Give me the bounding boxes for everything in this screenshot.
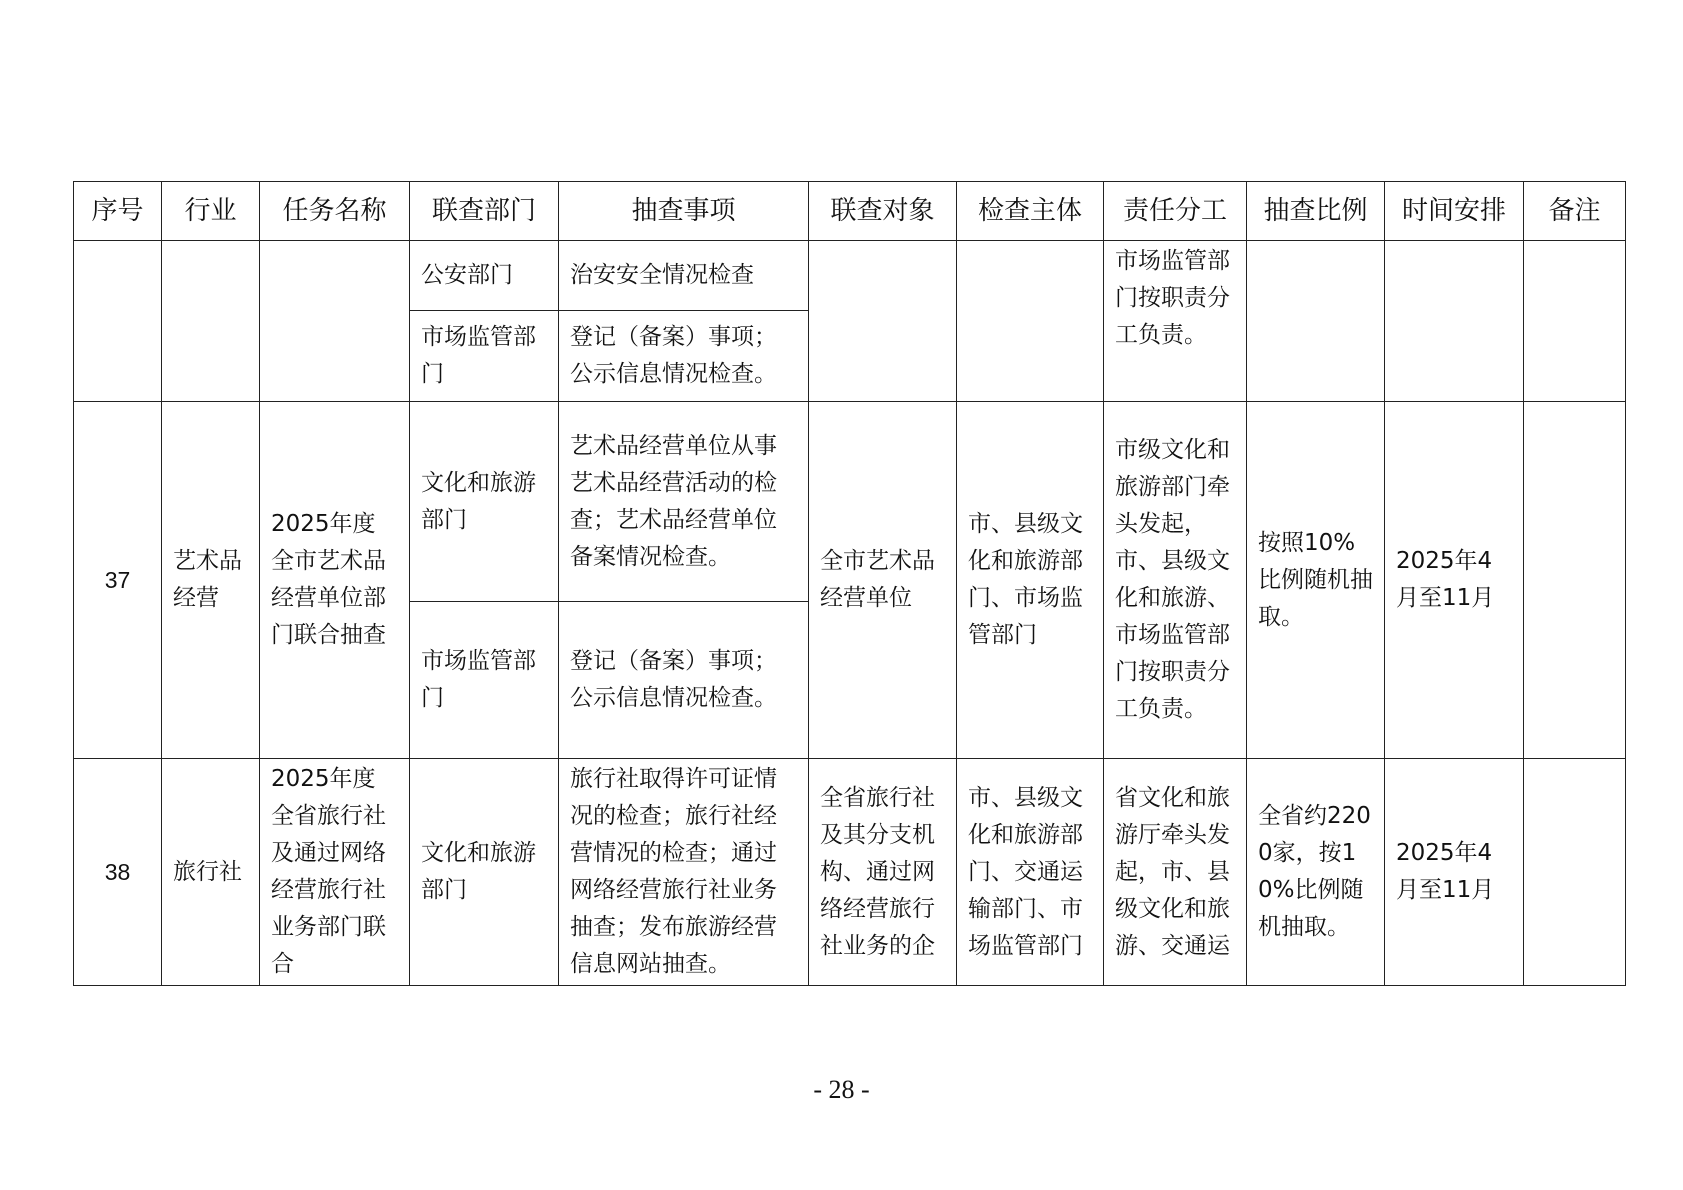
header-cell: 检查主体 [957, 182, 1104, 241]
cell-subject [957, 241, 1104, 402]
cell-note [1524, 759, 1626, 986]
cell-industry: 艺术品经营 [162, 402, 260, 759]
header-cell: 联查对象 [809, 182, 957, 241]
cell-duty: 市级文化和旅游部门牵头发起，市、县级文化和旅游、市场监管部门按职责分工负责。 [1104, 402, 1247, 759]
cell-object: 全省旅行社及其分支机构、通过网络经营旅行社业务的企 [809, 759, 957, 986]
header-cell: 备注 [1524, 182, 1626, 241]
header-cell: 责任分工 [1104, 182, 1247, 241]
cell-industry: 旅行社 [162, 759, 260, 986]
cell-no: 38 [74, 759, 162, 986]
inspection-table [73, 181, 1626, 986]
table-row [74, 241, 1626, 311]
cell-ratio: 按照10%比例随机抽取。 [1247, 402, 1385, 759]
cell-item: 登记（备案）事项；公示信息情况检查。 [559, 311, 809, 402]
header-cell: 序号 [74, 182, 162, 241]
cell-no: 37 [74, 402, 162, 759]
cell-industry [162, 241, 260, 402]
cell-dept: 市场监管部门 [410, 602, 559, 759]
cell-subject: 市、县级文化和旅游部门、交通运输部门、市场监管部门 [957, 759, 1104, 986]
cell-object [809, 241, 957, 402]
cell-time: 2025年4月至11月 [1385, 759, 1524, 986]
cell-dept: 公安部门 [410, 241, 559, 311]
cell-item: 旅行社取得许可证情况的检查；旅行社经营情况的检查；通过网络经营旅行社业务抽查；发布旅游经营信息网站抽查。 [559, 759, 809, 986]
cell-duty: 省文化和旅游厅牵头发起，市、县级文化和旅游、交通运 [1104, 759, 1247, 986]
page-number: - 28 - [813, 1075, 870, 1104]
table-row [74, 402, 1626, 602]
table-row [74, 759, 1626, 986]
cell-dept: 文化和旅游部门 [410, 759, 559, 986]
cell-subject: 市、县级文化和旅游部门、市场监管部门 [957, 402, 1104, 759]
cell-dept: 文化和旅游部门 [410, 402, 559, 602]
cell-item: 艺术品经营单位从事艺术品经营活动的检查；艺术品经营单位备案情况检查。 [559, 402, 809, 602]
cell-task: 2025年度全省旅行社及通过网络经营旅行社业务部门联合 [260, 759, 410, 986]
header-cell: 联查部门 [410, 182, 559, 241]
cell-ratio [1247, 241, 1385, 402]
cell-time: 2025年4月至11月 [1385, 402, 1524, 759]
cell-task: 2025年度全市艺术品经营单位部门联合抽查 [260, 402, 410, 759]
cell-item: 登记（备案）事项；公示信息情况检查。 [559, 602, 809, 759]
cell-note [1524, 241, 1626, 402]
header-cell: 抽查比例 [1247, 182, 1385, 241]
header-row [74, 182, 1626, 241]
header-cell: 行业 [162, 182, 260, 241]
cell-task [260, 241, 410, 402]
header-cell: 任务名称 [260, 182, 410, 241]
cell-ratio: 全省约2200家，按10%比例随机抽取。 [1247, 759, 1385, 986]
cell-note [1524, 402, 1626, 759]
cell-item: 治安安全情况检查 [559, 241, 809, 311]
header-cell: 时间安排 [1385, 182, 1524, 241]
cell-no [74, 241, 162, 402]
cell-duty: 市场监管部门按职责分工负责。 [1104, 241, 1247, 402]
header-cell: 抽查事项 [559, 182, 809, 241]
cell-time [1385, 241, 1524, 402]
cell-object: 全市艺术品经营单位 [809, 402, 957, 759]
cell-dept: 市场监管部门 [410, 311, 559, 402]
